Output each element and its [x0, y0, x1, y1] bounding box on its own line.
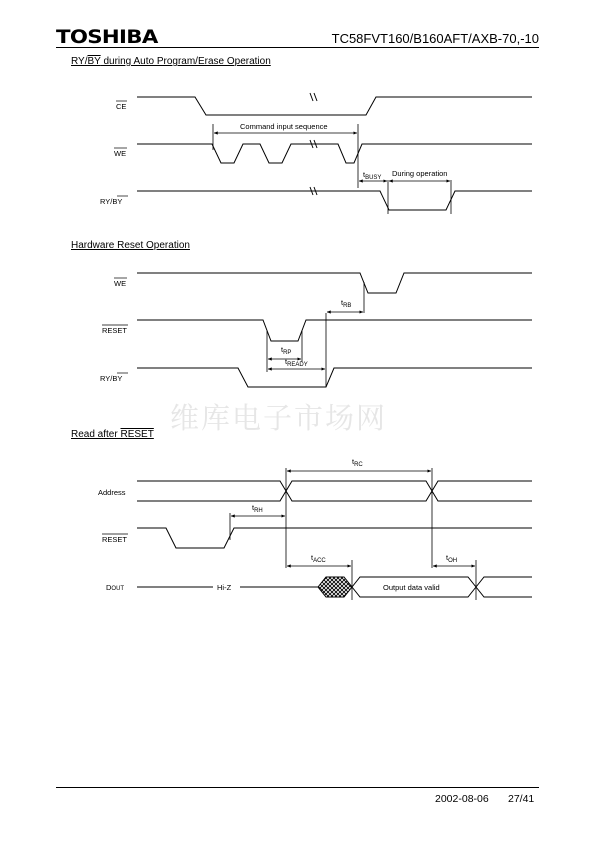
label-hiz: Hi-Z	[217, 583, 232, 592]
label-ryby-2-prefix: RY/	[100, 374, 113, 383]
label-tacc-t: t	[311, 553, 314, 562]
label-during-operation: During operation	[392, 169, 448, 178]
label-ryby-overline-text: BY	[112, 197, 123, 206]
label-tacc	[311, 553, 326, 564]
address-bottom	[137, 481, 532, 501]
footer-rule	[56, 787, 539, 788]
label-address: Address	[98, 488, 126, 497]
ce-waveform	[137, 97, 532, 115]
dout-after-top	[476, 577, 532, 587]
label-tready-sub: READY	[287, 362, 308, 368]
ryby-waveform-1	[137, 191, 532, 210]
footer-date: 2002-08-06	[435, 793, 489, 805]
label-toh-sub: OH	[448, 558, 458, 564]
diagram-read-after-reset	[137, 468, 532, 600]
label-ryby-2-overline-text: BY	[112, 374, 123, 383]
label-dout-main: D	[106, 583, 112, 592]
diagram-ryby-auto-program	[137, 93, 532, 214]
section-title-hw-reset: Hardware Reset Operation	[71, 240, 190, 251]
break-mark-ce	[310, 93, 317, 101]
section-title-read-overline: RESET	[120, 429, 154, 440]
label-trh	[252, 503, 263, 514]
label-trb	[341, 298, 351, 309]
label-trh-t: t	[252, 503, 255, 512]
label-ce: CE	[116, 102, 127, 111]
label-toh-t: t	[446, 553, 449, 562]
label-trp	[281, 345, 291, 356]
ryby-waveform-2	[137, 368, 532, 387]
label-output-valid: Output data valid	[383, 583, 440, 592]
dout-after-bottom	[476, 587, 532, 597]
label-reset-3: RESET	[102, 535, 128, 544]
label-trc-sub: RC	[354, 462, 363, 468]
footer-page: 27/41	[508, 793, 535, 805]
label-reset-2: RESET	[102, 326, 128, 335]
reset-waveform	[137, 320, 532, 341]
section-title-ryby-suffix: during Auto Program/Erase Operation	[100, 56, 271, 67]
label-toh	[446, 553, 457, 564]
section-title-ryby-prefix: RY/	[71, 56, 88, 67]
label-trb-sub: RB	[343, 303, 352, 309]
label-trp-sub: RP	[283, 350, 292, 356]
label-tacc-sub: ACC	[313, 558, 326, 564]
label-ryby-2	[100, 374, 122, 383]
label-trb-t: t	[341, 298, 344, 307]
label-we-2: WE	[114, 279, 127, 288]
label-tready-t: t	[285, 357, 288, 366]
reset-waveform-3	[137, 528, 532, 548]
toshiba-logo: TOSHIBA	[56, 26, 158, 48]
label-trp-t: t	[281, 345, 284, 354]
label-ryby	[100, 197, 122, 206]
section-title-ryby-overline: BY	[87, 56, 101, 67]
label-dout-sub: OUT	[111, 586, 125, 592]
label-ryby-prefix: RY/	[100, 197, 113, 206]
address-top	[137, 481, 532, 501]
section-title-read-prefix: Read after	[71, 429, 121, 440]
label-we: WE	[114, 149, 127, 158]
label-tbusy	[363, 170, 381, 181]
label-trc-t: t	[352, 457, 355, 466]
label-tbusy-sub: BUSY	[365, 175, 382, 181]
watermark: 维库电子市场网	[170, 401, 388, 435]
dout-transition-hatch	[318, 577, 352, 597]
label-trh-sub: RH	[254, 508, 263, 514]
label-dout	[106, 583, 124, 592]
part-number: TC58FVT160/B160AFT/AXB-70,-10	[331, 31, 539, 46]
label-trc	[352, 457, 363, 468]
we-waveform-2	[137, 273, 532, 293]
label-command-sequence: Command input sequence	[240, 122, 328, 131]
we-waveform	[137, 144, 532, 163]
diagram-hardware-reset	[137, 273, 532, 387]
label-tbusy-t: t	[363, 170, 366, 179]
